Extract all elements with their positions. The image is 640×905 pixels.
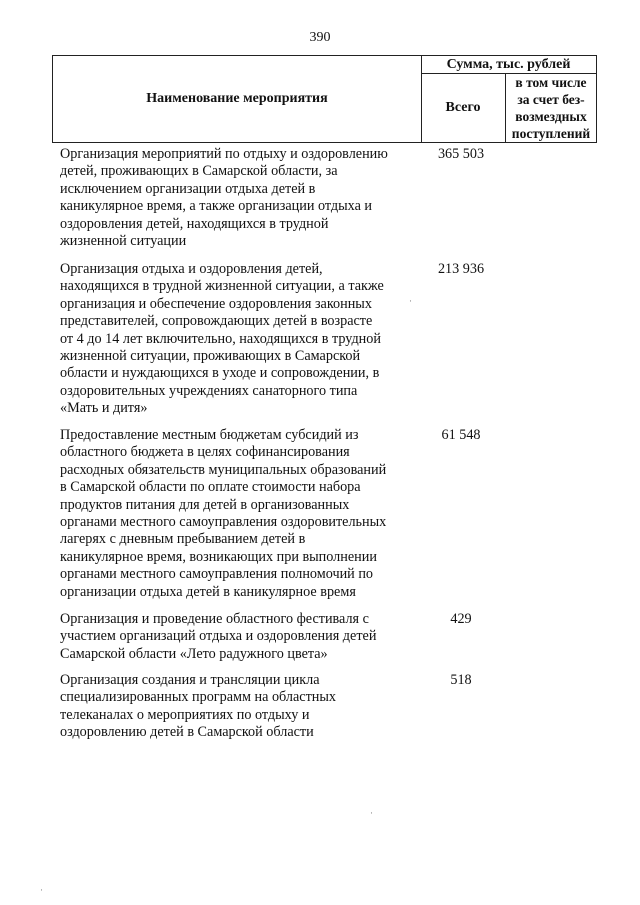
column-header-total: Всего: [421, 74, 506, 142]
row-total: 213 936: [437, 261, 485, 277]
including-line: за счет без-: [517, 92, 585, 107]
row-total: 365 503: [437, 146, 485, 162]
row-name: Предоставление местным бюджетам субсидий из областного бюджета в целях софинансирования расходных обязательств муниципальных образований в Самарской области по оплате стоимости набора продуктов питания для детей в организованных органами местного самоуправления оздоровительных лагерях с дневным пребыванием детей в каникулярное время, возникающих при выполнении органами местного самоуправления полномочий по организации отдыха детей в каникулярное время: [60, 427, 387, 600]
row-name: Организация и проведение областного фестиваля с участием организаций отдыха и оздоровления детей Самарской области «Лето радужного цвета»: [60, 611, 377, 662]
including-line: возмездных: [515, 109, 587, 124]
scan-speck: ·: [40, 885, 43, 895]
including-line: поступлений: [511, 126, 591, 141]
column-header-sum: Сумма, тыс. рублей: [421, 56, 596, 74]
scan-speck: ·: [370, 808, 373, 818]
scan-speck: ·: [409, 296, 412, 306]
table-row: [60, 261, 485, 418]
row-total: 61 548: [441, 427, 481, 443]
table-row: [60, 427, 481, 601]
table-header: [52, 55, 597, 143]
including-line: в том числе: [515, 75, 587, 90]
column-header-name: Наименование мероприятия: [53, 56, 422, 142]
row-name: Организация мероприятий по отдыху и оздоровлению детей, проживающих в Самарской области, за исключением организации отдыха детей в каникулярное время, а также организации отдыха и оздоровления детей, находящихся в трудной жизненной ситуации: [60, 146, 388, 250]
column-header-including: [506, 74, 596, 142]
row-total: 518: [450, 672, 472, 688]
table-row: [60, 672, 472, 742]
table-row: [60, 146, 485, 250]
row-name: Организация создания и трансляции цикла специализированных программ на областных телеканалах о мероприятиях по отдыху и оздоровлению детей в Самарской области: [60, 672, 336, 741]
row-total: 429: [450, 611, 472, 627]
page-number: 390: [309, 30, 331, 45]
table-row: [60, 611, 472, 663]
row-name: Организация отдыха и оздоровления детей, находящихся в трудной жизненной ситуации, а также организация и обеспечение оздоровления законных представителей, сопровождающих детей в возрасте от 4 до 14 лет включительно, находящихся в трудной жизненной ситуации, проживающих в Самарской области и нуждающихся в уходе и сопровождении, в оздоровительных учреждениях санаторного типа «Мать и дитя»: [60, 261, 384, 417]
